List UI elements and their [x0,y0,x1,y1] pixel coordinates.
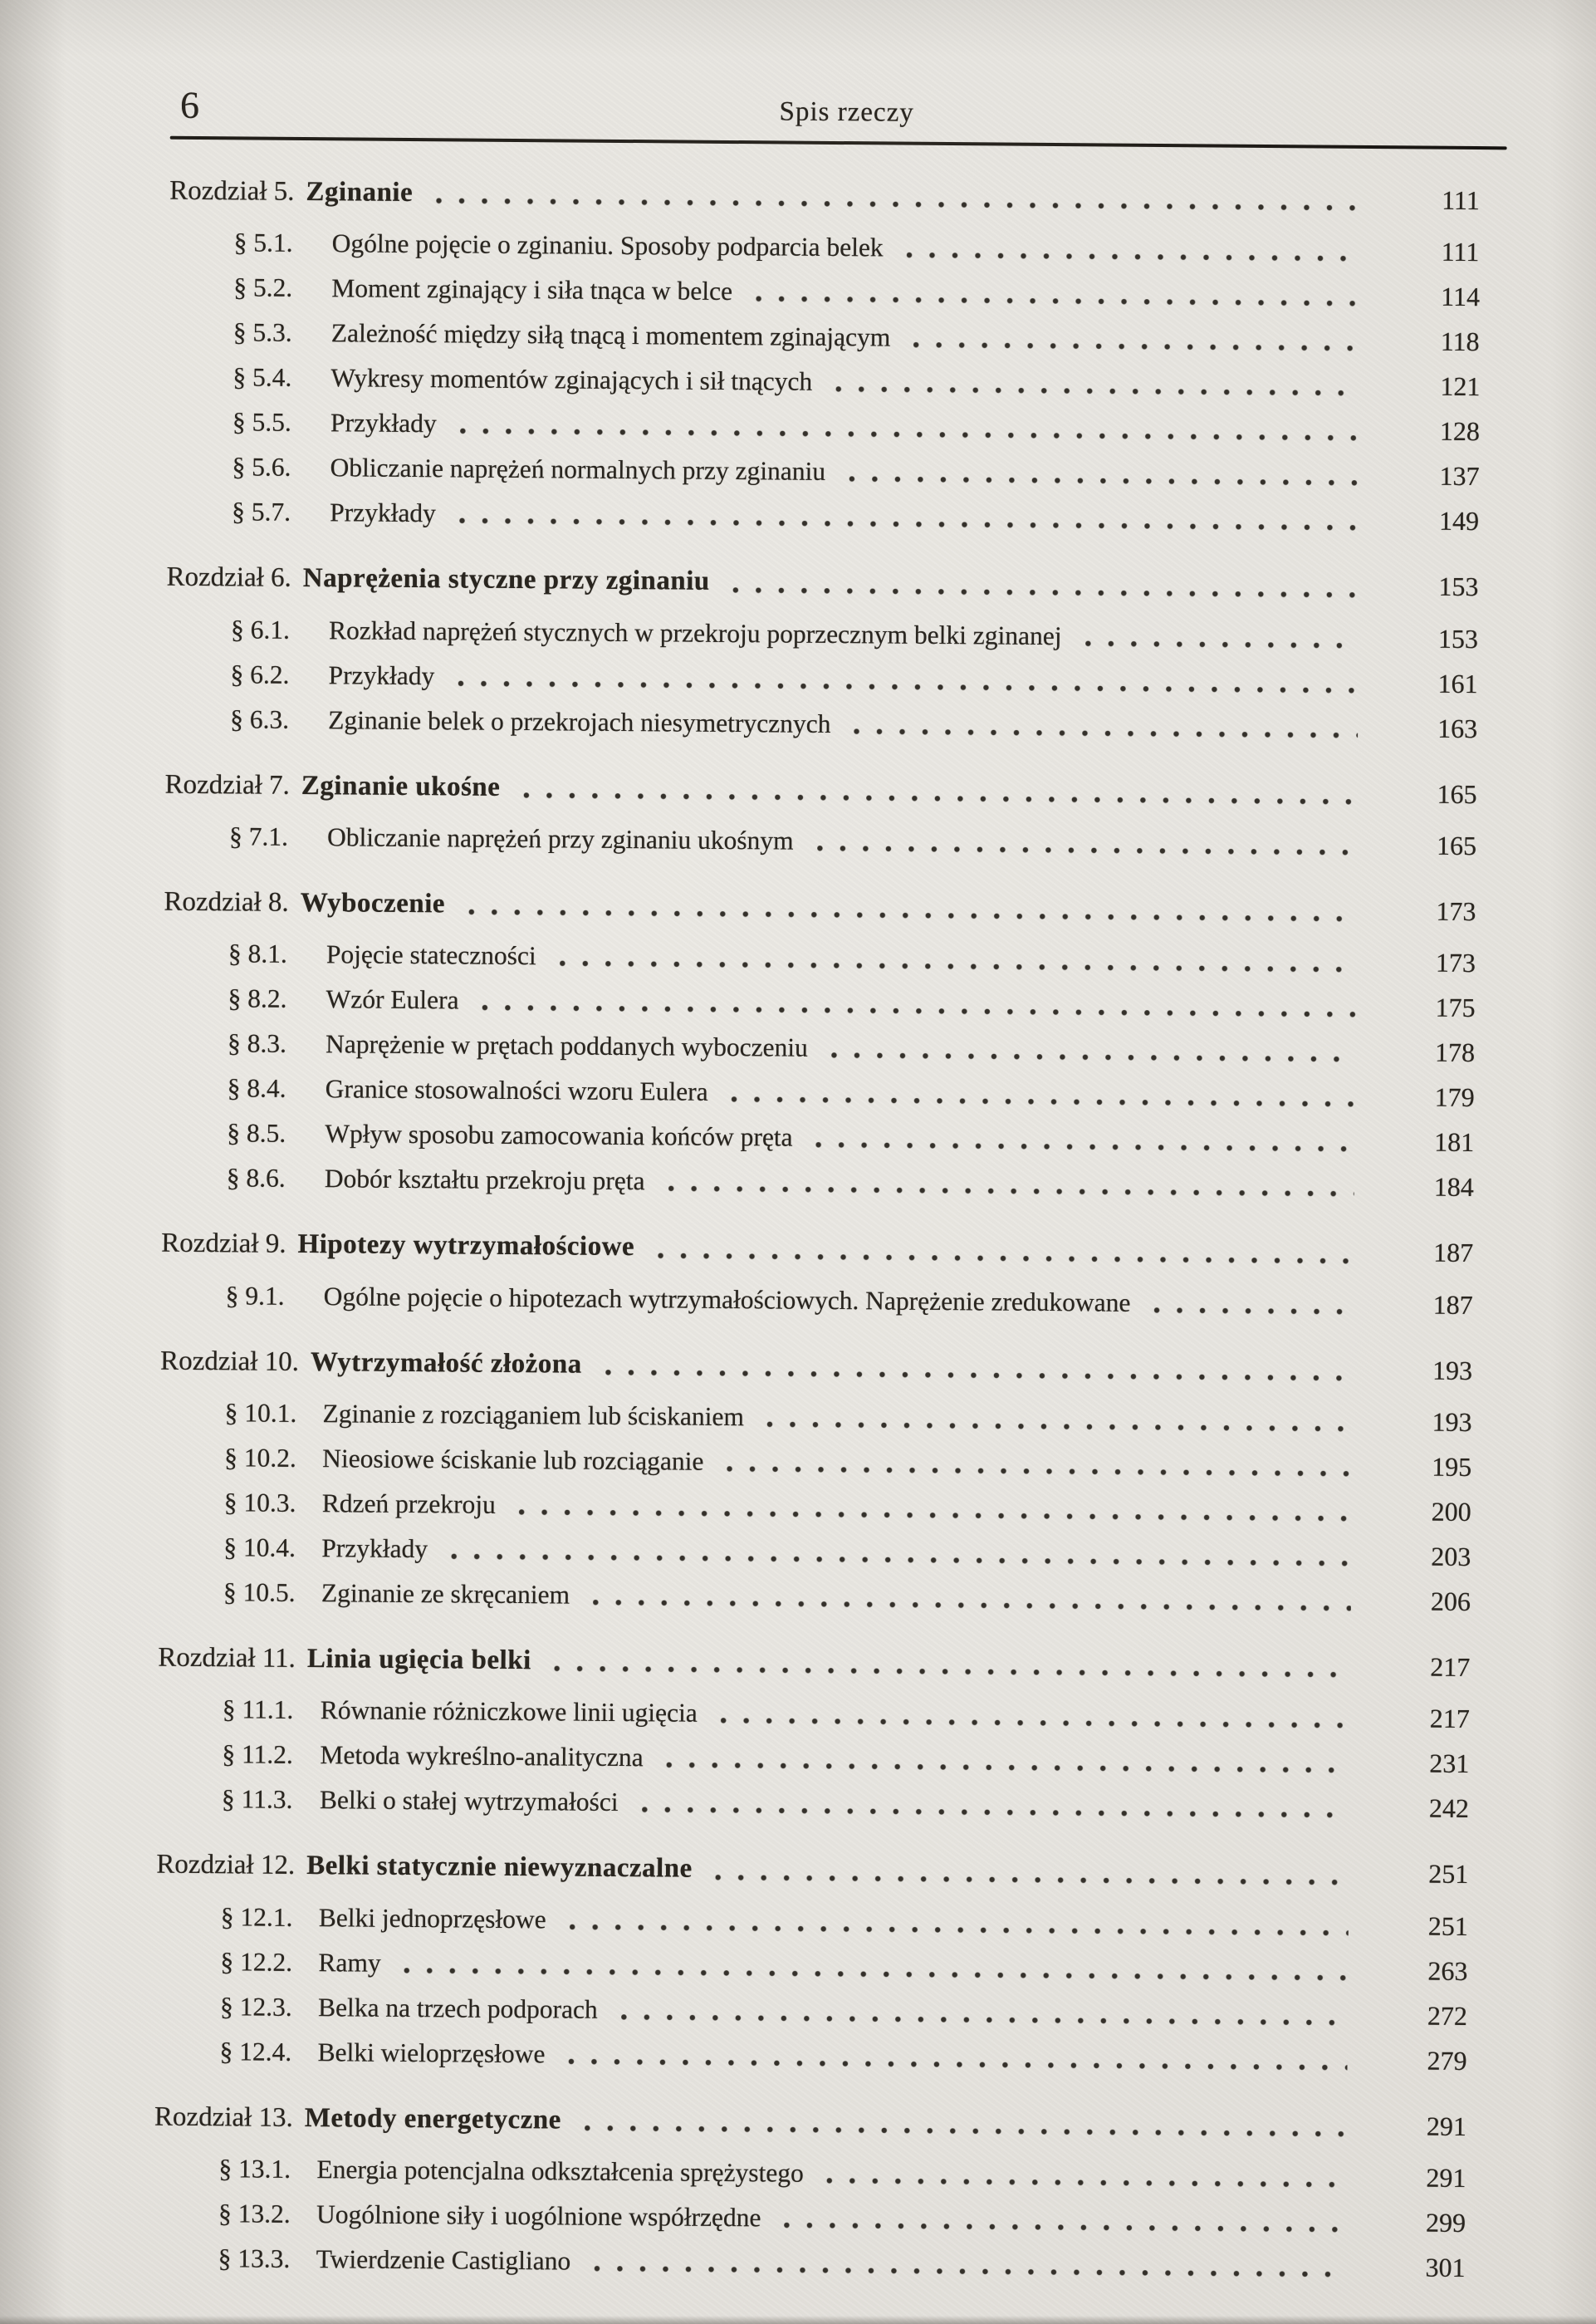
dot-leader [594,2266,1345,2277]
chapter-label: Rozdział 6. [166,562,291,594]
section-page-number: 118 [1440,326,1480,357]
section-number: § 8.4. [227,1073,286,1104]
header-rule [170,136,1507,150]
dot-leader [585,2125,1347,2137]
section-title: Ogólne pojęcie o hipotezach wytrzymałościowych. Naprężenie zredukowane [323,1281,1131,1317]
section-number: § 10.5. [223,1577,296,1608]
section-title: Naprężenie w prętach poddanych wyboczeniu [325,1029,809,1063]
section-page-number: 121 [1440,371,1481,402]
chapter-title: Naprężenia styczne przy zginaniu [302,563,710,597]
section-page-number: 165 [1436,830,1477,861]
section-number: § 13.1. [218,2154,291,2184]
section-title: Obliczanie naprężeń normalnych przy zginaniu [330,453,826,487]
section-number: § 13.3. [218,2243,291,2274]
dot-leader [593,1600,1351,1611]
section-number: § 8.2. [228,983,287,1014]
section-number: § 11.2. [222,1739,294,1770]
page-content [153,73,1507,2299]
section-page-number: 111 [1441,237,1480,267]
toc-chapter-row [154,2101,1491,2142]
section-title: Belki jednoprzęsłowe [318,1902,546,1934]
section-page-number: 231 [1429,1748,1470,1779]
section-title: Uogólnione siły i uogólnione współrzędne [316,2199,761,2233]
toc-section-row [228,1029,1500,1068]
toc-section-row [220,1947,1492,1986]
toc-section-row [230,659,1502,699]
toc-section-row [223,1532,1496,1571]
dot-leader [721,1718,1350,1728]
section-number: § 10.3. [223,1488,296,1518]
dot-leader [621,2014,1348,2026]
section-title: Rozkład naprężeń stycznych w przekroju poprzecznym belki zginanej [328,615,1062,650]
dot-leader [784,2223,1346,2233]
section-page-number: 181 [1434,1127,1475,1158]
dot-leader [404,1968,1349,1981]
chapter-title: Hipotezy wytrzymałościowe [297,1229,635,1263]
chapter-title: Zginanie [306,176,414,208]
dot-leader [827,2178,1347,2188]
section-number: § 7.1. [228,821,289,851]
chapter-page-number: 291 [1426,2111,1467,2141]
section-number: § 12.4. [219,2037,292,2067]
chapter-page-number: 187 [1433,1238,1474,1268]
toc-section-row [218,2243,1491,2282]
section-page-number: 279 [1427,2045,1467,2076]
section-number: § 12.1. [220,1902,293,1932]
chapter-page-number: 153 [1438,571,1479,602]
section-number: § 5.3. [233,317,292,348]
dot-leader [849,477,1360,487]
section-number: § 12.3. [219,1992,292,2022]
dot-leader [555,1666,1351,1679]
dot-leader [756,297,1361,307]
section-page-number: 137 [1439,461,1480,492]
dot-leader [519,1509,1352,1522]
dot-leader [817,846,1357,856]
toc-section-row [228,939,1501,978]
section-number: § 8.1. [228,939,287,969]
section-number: § 11.1. [222,1694,294,1725]
section-page-number: 114 [1441,282,1481,312]
chapter-page-number: 217 [1430,1651,1471,1683]
section-title: Belka na trzech podporach [317,1992,598,2024]
page-number: 6 [179,83,200,126]
toc-section-row [222,1785,1494,1824]
section-page-number: 175 [1435,993,1476,1023]
chapter-label: Rozdział 7. [164,769,291,801]
chapter-label: Rozdział 5. [169,175,295,207]
section-page-number: 179 [1434,1082,1475,1113]
toc-section-row [231,615,1503,654]
section-title: Belki wieloprzęsłowe [317,2037,546,2069]
section-page-number: 161 [1437,668,1478,699]
toc-section-row [226,1281,1498,1320]
toc-chapter-row [161,1228,1498,1269]
chapter-label: Rozdział 11. [158,1642,296,1674]
section-number: § 10.1. [224,1398,297,1428]
toc-section-row [218,2199,1491,2238]
section-title: Energia potencjalna odkształcenia sprężystego [316,2155,804,2188]
chapter-page-number: 193 [1432,1355,1473,1385]
section-number: § 13.2. [218,2199,291,2229]
toc-chapter-row [164,769,1501,810]
section-title: Wykresy momentów zginających i sił tnących [330,363,813,397]
toc-section-row [224,1443,1496,1482]
toc-section-row [227,1119,1499,1158]
section-title: Twierdzenie Castigliano [316,2244,571,2276]
chapter-label: Rozdział 9. [161,1228,286,1260]
section-page-number: 242 [1428,1793,1470,1824]
section-number: § 6.1. [230,614,291,645]
toc [154,176,1507,2283]
dot-leader [460,429,1360,442]
section-number: § 9.1. [225,1281,285,1311]
section-page-number: 178 [1434,1037,1476,1068]
toc-chapter-row [169,176,1506,217]
section-number: § 8.5. [227,1118,286,1149]
toc-section-row [219,2037,1491,2076]
dot-leader [667,1763,1350,1773]
section-title: Przykłady [330,498,437,528]
section-number: § 5.5. [232,407,292,438]
dot-leader [568,2058,1347,2070]
toc-section-row [220,1992,1492,2031]
dot-leader [733,587,1359,598]
chapter-page-number: 111 [1442,184,1480,216]
toc-section-row [218,2154,1491,2193]
section-title: Wzór Eulera [326,984,459,1015]
section-title: Zginanie z rozciąganiem lub ściskaniem [322,1399,745,1432]
section-page-number: 263 [1427,1955,1468,1986]
dot-leader [767,1421,1353,1432]
chapter-title: Zginanie ukośne [301,770,501,802]
section-title: Zginanie belek o przekrojach niesymetrycznych [328,704,831,738]
section-title: Ogólne pojęcie o zginaniu. Sposoby podparcia belek [331,228,884,262]
toc-section-row [228,1074,1500,1113]
section-number: § 11.3. [221,1784,293,1815]
chapter-label: Rozdział 12. [156,1850,296,1881]
toc-section-row [232,453,1504,492]
toc-chapter-row [166,562,1503,603]
chapter-label: Rozdział 8. [164,886,289,918]
dot-leader [1153,1307,1353,1315]
dot-leader [716,1875,1349,1885]
dot-leader [459,518,1359,532]
dot-leader [831,1052,1355,1062]
chapter-label: Rozdział 10. [159,1346,300,1377]
section-title: Dobór kształtu przekroju pręta [324,1164,645,1196]
section-title: Rdzeń przekroju [321,1488,496,1519]
section-page-number: 272 [1427,2000,1468,2031]
dot-leader [854,728,1358,738]
dot-leader [816,1142,1355,1152]
dot-leader [658,1253,1354,1264]
section-page-number: 195 [1432,1451,1472,1483]
section-page-number: 217 [1429,1704,1470,1734]
dot-leader [732,1096,1355,1107]
toc-chapter-row [156,1850,1493,1890]
section-title: Zależność między siłą tnącą i momentem zginającym [330,318,891,352]
section-number: § 6.2. [230,659,290,689]
dot-leader [523,792,1357,805]
dot-leader [482,1005,1355,1017]
dot-leader [1084,640,1359,649]
section-page-number: 128 [1439,416,1481,447]
section-page-number: 173 [1435,948,1476,978]
section-number: § 8.3. [228,1028,287,1059]
section-title: Nieosiowe ściskanie lub rozciąganie [322,1444,704,1476]
toc-section-row [233,408,1505,447]
dot-leader [468,909,1356,922]
section-number: § 10.2. [224,1443,296,1473]
section-number: § 5.1. [233,228,293,258]
page-header [170,73,1507,135]
dot-leader [641,1807,1349,1819]
toc-section-row [230,704,1502,743]
section-number: § 5.4. [233,362,292,393]
toc-section-row [221,1902,1493,1941]
section-title: Pojęcie stateczności [326,939,536,971]
section-title: Przykłady [330,408,437,439]
toc-section-row [223,1695,1495,1734]
section-number: § 5.6. [232,452,291,483]
section-number: § 6.3. [230,704,290,734]
section-title: Moment zginający i siła tnąca w belce [331,273,733,306]
section-title: Granice stosowalności wzoru Eulera [325,1074,708,1107]
dot-leader [560,961,1356,973]
toc-chapter-row [164,887,1501,928]
dot-leader [835,386,1360,396]
chapter-page-number: 173 [1436,895,1476,927]
toc-section-row [233,318,1505,357]
section-page-number: 184 [1433,1172,1474,1203]
section-page-number: 301 [1425,2252,1466,2283]
dot-leader [727,1466,1352,1477]
chapter-title: Metody energetyczne [304,2102,562,2135]
toc-chapter-row [160,1346,1497,1386]
section-page-number: 193 [1432,1406,1472,1438]
toc-section-row [225,1398,1497,1437]
section-number: § 8.6. [226,1163,286,1194]
dot-leader [458,680,1358,694]
section-title: Wpływ sposobu zamocowania końców pręta [325,1119,793,1153]
toc-section-row [233,363,1505,402]
chapter-page-number: 251 [1428,1859,1469,1890]
section-title: Równanie różniczkowe linii ugięcia [320,1695,698,1728]
chapter-label: Rozdział 13. [154,2101,293,2133]
toc-section-row [223,1577,1496,1616]
section-page-number: 153 [1437,623,1479,654]
section-title: Obliczanie naprężeń przy zginaniu ukośnym [326,822,794,856]
toc-chapter-row [158,1643,1495,1684]
section-number: § 10.4. [223,1532,296,1563]
toc-section-row [222,1740,1494,1779]
chapter-title: Wytrzymałość złożona [310,1346,582,1380]
dot-leader [668,1186,1354,1197]
section-page-number: 200 [1431,1496,1471,1527]
toc-section-row [234,228,1506,267]
section-title: Przykłady [321,1533,428,1564]
dot-leader [605,1370,1353,1381]
section-page-number: 251 [1427,1910,1468,1941]
section-page-number: 149 [1438,506,1480,537]
section-title: Zginanie ze skręcaniem [321,1578,570,1610]
section-number: § 5.2. [233,272,293,303]
section-page-number: 187 [1432,1289,1473,1320]
section-title: Belki o stałej wytrzymałości [319,1785,619,1817]
toc-section-row [232,498,1504,537]
dot-leader [913,342,1361,351]
section-page-number: 299 [1425,2207,1466,2238]
dot-leader [907,253,1362,262]
chapter-title: Wyboczenie [300,888,446,919]
section-page-number: 203 [1431,1541,1471,1572]
section-title: Ramy [318,1947,381,1978]
section-number: § 5.7. [232,497,291,527]
section-number: § 12.2. [220,1947,293,1977]
chapter-title: Linia ugięcia belki [306,1644,531,1676]
chapter-page-number: 165 [1437,778,1477,809]
dot-leader [570,1924,1349,1935]
toc-section-row [229,821,1501,860]
page-header-title: Spis rzeczy [779,96,914,128]
toc-section-row [228,984,1500,1023]
toc-section-row [233,273,1505,312]
section-title: Przykłady [328,659,435,690]
dot-leader [451,1554,1351,1567]
section-title: Metoda wykreślno-analityczna [320,1740,644,1772]
dot-leader [436,199,1362,212]
chapter-title: Belki statycznie niewyznaczalne [306,1851,693,1885]
toc-section-row [227,1164,1499,1203]
section-page-number: 291 [1426,2162,1466,2194]
section-page-number: 163 [1437,713,1478,743]
section-page-number: 206 [1430,1586,1471,1617]
toc-section-row [224,1488,1496,1527]
